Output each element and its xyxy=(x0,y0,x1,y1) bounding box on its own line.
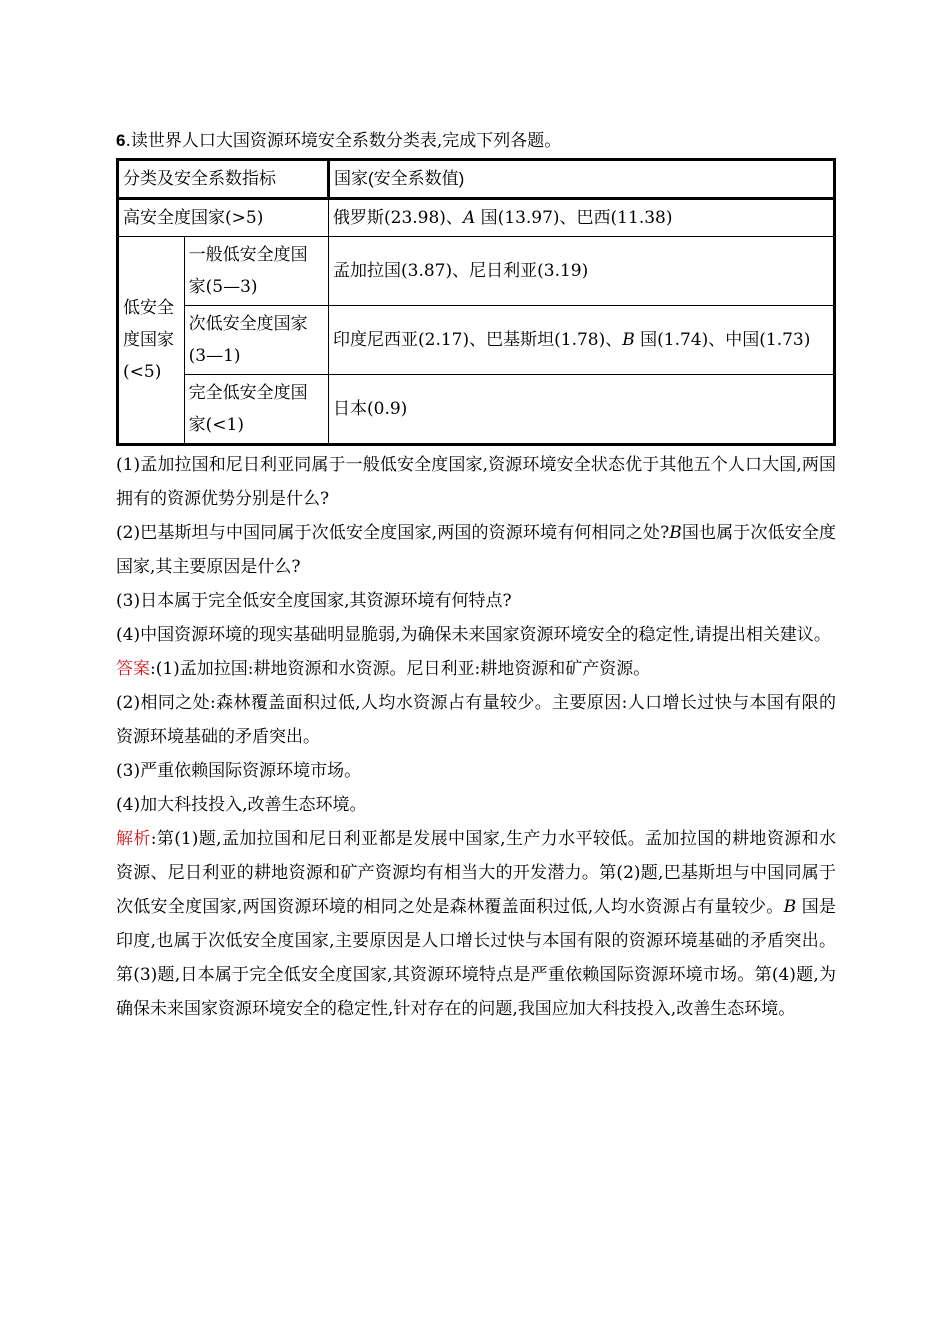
high-label: 高安全度国家(>5) xyxy=(118,199,329,237)
low-row-countries-pre: 印度尼西亚(2.17)、巴基斯坦(1.78)、 xyxy=(333,330,623,350)
table-row-low-2 xyxy=(118,306,835,375)
answer-label: 答案 xyxy=(116,659,150,679)
answer-section xyxy=(116,652,836,822)
analysis-label: 解析 xyxy=(116,829,151,849)
analysis-text-pre: :第(1)题,孟加拉国和尼日利亚都是发展中国家,生产力水平较低。孟加拉国的耕地资源和水资源、尼日利亚的耕地资源和矿产资源均有相当大的开发潜力。第(2)题,巴基斯坦与中国同属于次低安全度国家,两国资源环境的相同之处是森林覆盖面积过低,人均水资源占有量较少。 xyxy=(116,829,836,917)
analysis-section xyxy=(116,822,836,1026)
country-letter-a: A xyxy=(462,208,476,228)
low-row-label: 完全低安全度国家(<1) xyxy=(184,375,328,445)
low-row-countries xyxy=(329,306,835,375)
document-page xyxy=(116,128,836,1026)
question-title xyxy=(116,128,836,154)
answer-line-1 xyxy=(116,652,836,686)
question-text: .读世界人口大国资源环境安全系数分类表,完成下列各题。 xyxy=(125,131,562,151)
country-letter-b: B xyxy=(783,897,797,917)
header-countries: 国家(安全系数值) xyxy=(329,160,835,199)
classification-table xyxy=(116,158,836,446)
header-classification: 分类及安全系数指标 xyxy=(118,160,329,199)
table-header-row xyxy=(118,160,835,199)
high-countries-post: 国(13.97)、巴西(11.38) xyxy=(475,208,673,228)
analysis-text-post: 国是印度,也属于次低安全度国家,主要原因是人口增长过快与本国有限的资源环境基础的矛盾突出。第(3)题,日本属于完全低安全度国家,其资源环境特点是严重依赖国际资源环境市场。第(4)题,为确保未来国家资源环境安全的稳定性,针对存在的问题,我国应加大科技投入,改善生态环境。 xyxy=(116,897,837,1019)
low-row-countries: 孟加拉国(3.87)、尼日利亚(3.19) xyxy=(329,237,835,306)
high-countries-pre: 俄罗斯(23.98)、 xyxy=(333,208,463,228)
country-letter-b: B xyxy=(622,330,635,350)
sub-question-3: (3)日本属于完全低安全度国家,其资源环境有何特点? xyxy=(116,591,512,611)
analysis-paragraph xyxy=(116,822,836,1026)
table-row-low-3 xyxy=(118,375,835,445)
sub-question-4: (4)中国资源环境的现实基础明显脆弱,为确保未来国家资源环境安全的稳定性,请提出相关建议。 xyxy=(116,625,831,645)
question-number: 6 xyxy=(116,131,126,150)
low-row-countries-post: 国(1.74)、中国(1.73) xyxy=(634,330,811,350)
answer-text: :(1)孟加拉国:耕地资源和水资源。尼日利亚:耕地资源和矿产资源。 xyxy=(150,659,651,679)
low-row-countries: 日本(0.9) xyxy=(329,375,835,445)
sub-question-2-tail: 国也属于次低安全度国家,其主要原因是什么? xyxy=(116,523,836,577)
table-row-high xyxy=(118,199,835,237)
country-letter-b: B xyxy=(669,523,682,543)
low-row-label: 一般低安全度国家(5—3) xyxy=(184,237,328,306)
high-countries xyxy=(329,199,835,237)
low-row-label: 次低安全度国家(3—1) xyxy=(184,306,328,375)
table-row-low-1 xyxy=(118,237,835,306)
sub-question-2 xyxy=(116,516,836,584)
low-label: 低安全度国家(<5) xyxy=(118,237,185,445)
answer-line-2: (2)相同之处:森林覆盖面积过低,人均水资源占有量较少。主要原因:人口增长过快与本国有限的资源环境基础的矛盾突出。 xyxy=(116,693,836,747)
sub-question-1: (1)孟加拉国和尼日利亚同属于一般低安全度国家,资源环境安全状态优于其他五个人口大国,两国拥有的资源优势分别是什么? xyxy=(116,455,836,509)
sub-question-2-text: (2)巴基斯坦与中国同属于次低安全度国家,两国的资源环境有何相同之处? xyxy=(116,523,670,543)
answer-line-4: (4)加大科技投入,改善生态环境。 xyxy=(116,795,367,815)
sub-questions xyxy=(116,448,836,652)
answer-line-3: (3)严重依赖国际资源环境市场。 xyxy=(116,761,362,781)
